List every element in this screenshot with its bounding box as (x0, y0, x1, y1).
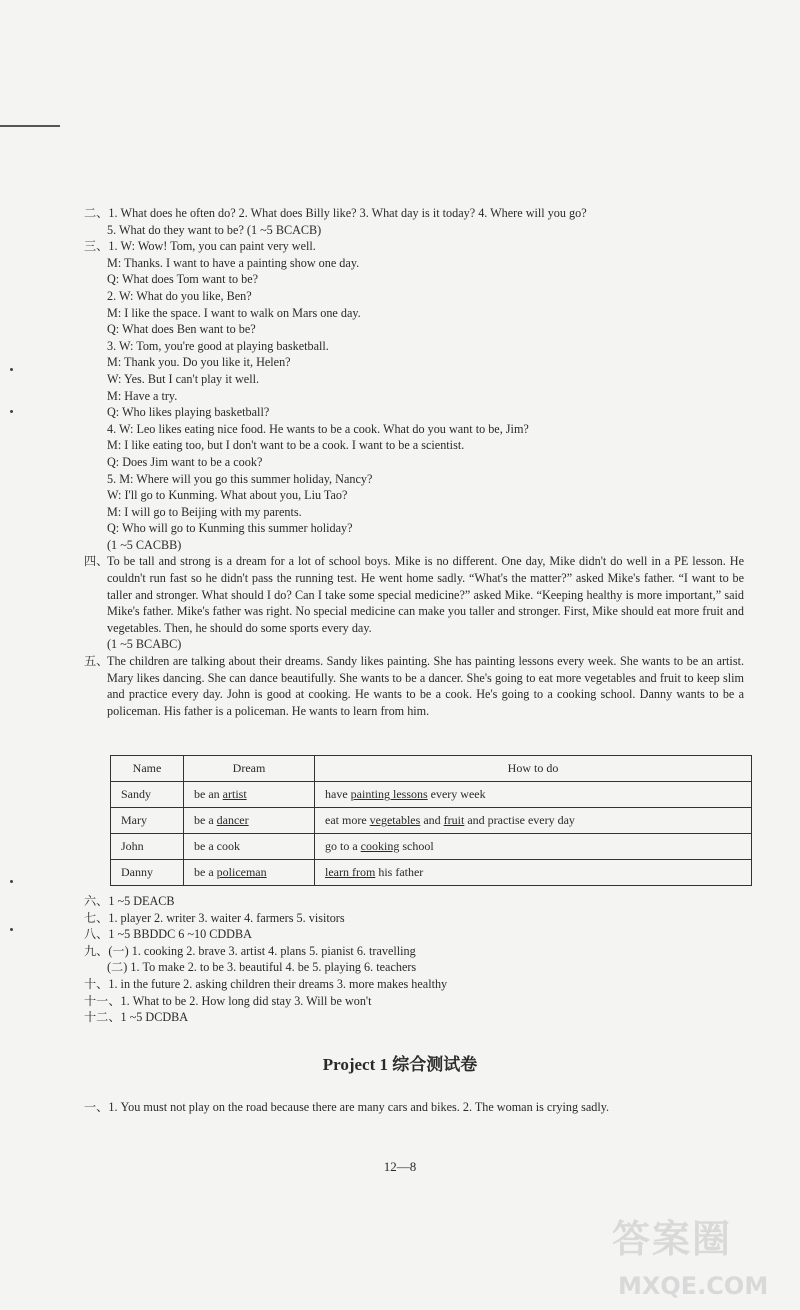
section-3-line: Q: What does Tom want to be? (107, 272, 259, 287)
table-header-row (111, 756, 752, 782)
how-text: have (325, 787, 351, 801)
answer-line: 七、1. player 2. writer 3. waiter 4. farmers 5. visitors (84, 910, 345, 925)
section-3-line: M: I like eating too, but I don't want to be a cook. I want to be a scientist. (107, 438, 465, 453)
name-cell: Sandy (111, 782, 184, 808)
margin-dot (10, 410, 13, 413)
answer-line: 十一、1. What to be 2. How long did stay 3. Will be won't (84, 993, 372, 1008)
dream-text: be a (194, 865, 217, 879)
section-5-number: 五、 (84, 654, 109, 669)
section-2-line-1: 二、1. What does he often do? 2. What does Billy like? 3. What day is it today? 4. Where will you go? (84, 206, 587, 220)
how-underlined: cooking (360, 839, 400, 853)
how-cell (315, 860, 752, 886)
how-cell (315, 834, 752, 860)
section-3-line: Q: Who likes playing basketball? (107, 405, 270, 420)
answer-line: 十二、1 ~5 DCDBA (84, 1010, 189, 1025)
dream-text: be a (194, 813, 217, 827)
section-5-passage: The children are talking about their dreams. Sandy likes painting. She has painting lessons every week. She wants to be an artist. Mary likes dancing. She can dance beautifully. She wants to be a dancer. She's going to eat more vegetables and fruit to keep slim and practice every day. John is good at cooking. He wants to be a cook. He's going to a cooking school. Danny wants to be a policeman. His father is a policeman. He wants to learn from him. (107, 654, 744, 718)
how-text: his father (375, 865, 424, 879)
dream-underlined: dancer (216, 813, 249, 827)
table-row (111, 834, 752, 860)
how-underlined: learn from (325, 865, 376, 879)
dream-cell (184, 834, 315, 860)
answer-line: 十、1. in the future 2. asking children their dreams 3. more makes healthy (84, 976, 448, 991)
answer-line: 八、1 ~5 BBDDC 6 ~10 CDDBA (84, 927, 252, 942)
how-text: and practise every day (464, 813, 575, 827)
name-cell: Danny (111, 860, 184, 886)
section-3-line: 4. W: Leo likes eating nice food. He wants to be a cook. What do you want to be, Jim? (107, 421, 529, 436)
section-3-line: Q: Does Jim want to be a cook? (107, 454, 263, 469)
dream-cell (184, 860, 315, 886)
section-3-line: Q: Who will go to Kunming this summer holiday? (107, 521, 353, 536)
section-3-line: W: Yes. But I can't play it well. (107, 371, 260, 386)
how-underlined: vegetables (369, 813, 421, 827)
how-text: go to a (325, 839, 361, 853)
how-text: eat more (325, 813, 370, 827)
watermark-url: MXQE.COM (618, 1272, 769, 1300)
section-3-line: M: Have a try. (107, 388, 178, 403)
margin-dot (10, 368, 13, 371)
project-line-1: 一、1. You must not play on the road because there are many cars and bikes. 2. The woman is crying sadly. (84, 1100, 610, 1114)
short-answers (84, 893, 744, 1026)
dream-underlined: policeman (216, 865, 267, 879)
margin-dot (10, 928, 13, 931)
table-row (111, 782, 752, 808)
dream-text: be an (194, 787, 223, 801)
section-3-line: (1 ~5 CACBB) (107, 537, 182, 552)
table-header: Name (111, 756, 184, 782)
section-2-line-2: 5. What do they want to be? (1 ~5 BCACB) (107, 222, 322, 237)
watermark-logo: 答案圈 (612, 1217, 733, 1261)
section-3-line: 三、1. W: Wow! Tom, you can paint very well. (84, 239, 316, 254)
dream-cell (184, 808, 315, 834)
margin-dot (10, 880, 13, 883)
section-4-answer: (1 ~5 BCABC) (107, 637, 182, 652)
dream-cell (184, 782, 315, 808)
project-title: Project 1 综合测试卷 (322, 1055, 478, 1074)
section-3-line: M: Thank you. Do you like it, Helen? (107, 355, 291, 370)
section-3-line: Q: What does Ben want to be? (107, 322, 256, 337)
section-4 (84, 553, 744, 636)
how-cell (315, 808, 752, 834)
section-3-line: M: Thanks. I want to have a painting show one day. (107, 255, 360, 270)
dreams-table (110, 755, 752, 886)
how-text: and (420, 813, 444, 827)
dream-underlined: artist (222, 787, 247, 801)
how-text: every week (427, 787, 486, 801)
how-underlined: painting lessons (350, 787, 428, 801)
section-3-line: M: I like the space. I want to walk on Mars one day. (107, 305, 361, 320)
page-number: 12—8 (383, 1159, 417, 1174)
answer-key-body (84, 205, 744, 719)
answer-line: (二) 1. To make 2. to be 3. beautiful 4. be 5. playing 6. teachers (107, 960, 417, 975)
table-header: How to do (315, 756, 752, 782)
top-rule (0, 125, 60, 127)
how-text: school (399, 839, 434, 853)
section-4-number: 四、 (84, 554, 109, 569)
table-header: Dream (184, 756, 315, 782)
table-row (111, 860, 752, 886)
section-3-line: 2. W: What do you like, Ben? (107, 288, 252, 303)
dream-text: be a cook (194, 839, 240, 853)
section-3-line: W: I'll go to Kunming. What about you, Liu Tao? (107, 488, 348, 503)
section-3-line: M: I will go to Beijing with my parents. (107, 504, 302, 519)
answer-line: 九、(一) 1. cooking 2. brave 3. artist 4. plans 5. pianist 6. travelling (84, 943, 416, 958)
answer-line: 六、1 ~5 DEACB (84, 894, 175, 908)
how-underlined: fruit (443, 813, 465, 827)
table-row (111, 808, 752, 834)
name-cell: John (111, 834, 184, 860)
section-5 (84, 653, 744, 719)
section-3-line: 5. M: Where will you go this summer holiday, Nancy? (107, 471, 373, 486)
section-4-passage: To be tall and strong is a dream for a lot of school boys. Mike is no different. One day, Mike didn't do well in a PE lesson. He couldn't run fast so he didn't pass the running test. He went home sadly. “What's the matter?” asked Mike's father. “I want to be taller and stronger. What should I do? Can I take some special medicine?” asked Mike. “Keeping healthy is more important,” said Mike's father. Mike's father was right. No special medicine can make you taller and stronger. First, Mike should eat more fruit and vegetables. Then, he should do some sports every day. (107, 554, 744, 635)
section-3-line: 3. W: Tom, you're good at playing basketball. (107, 338, 329, 353)
how-cell (315, 782, 752, 808)
name-cell: Mary (111, 808, 184, 834)
